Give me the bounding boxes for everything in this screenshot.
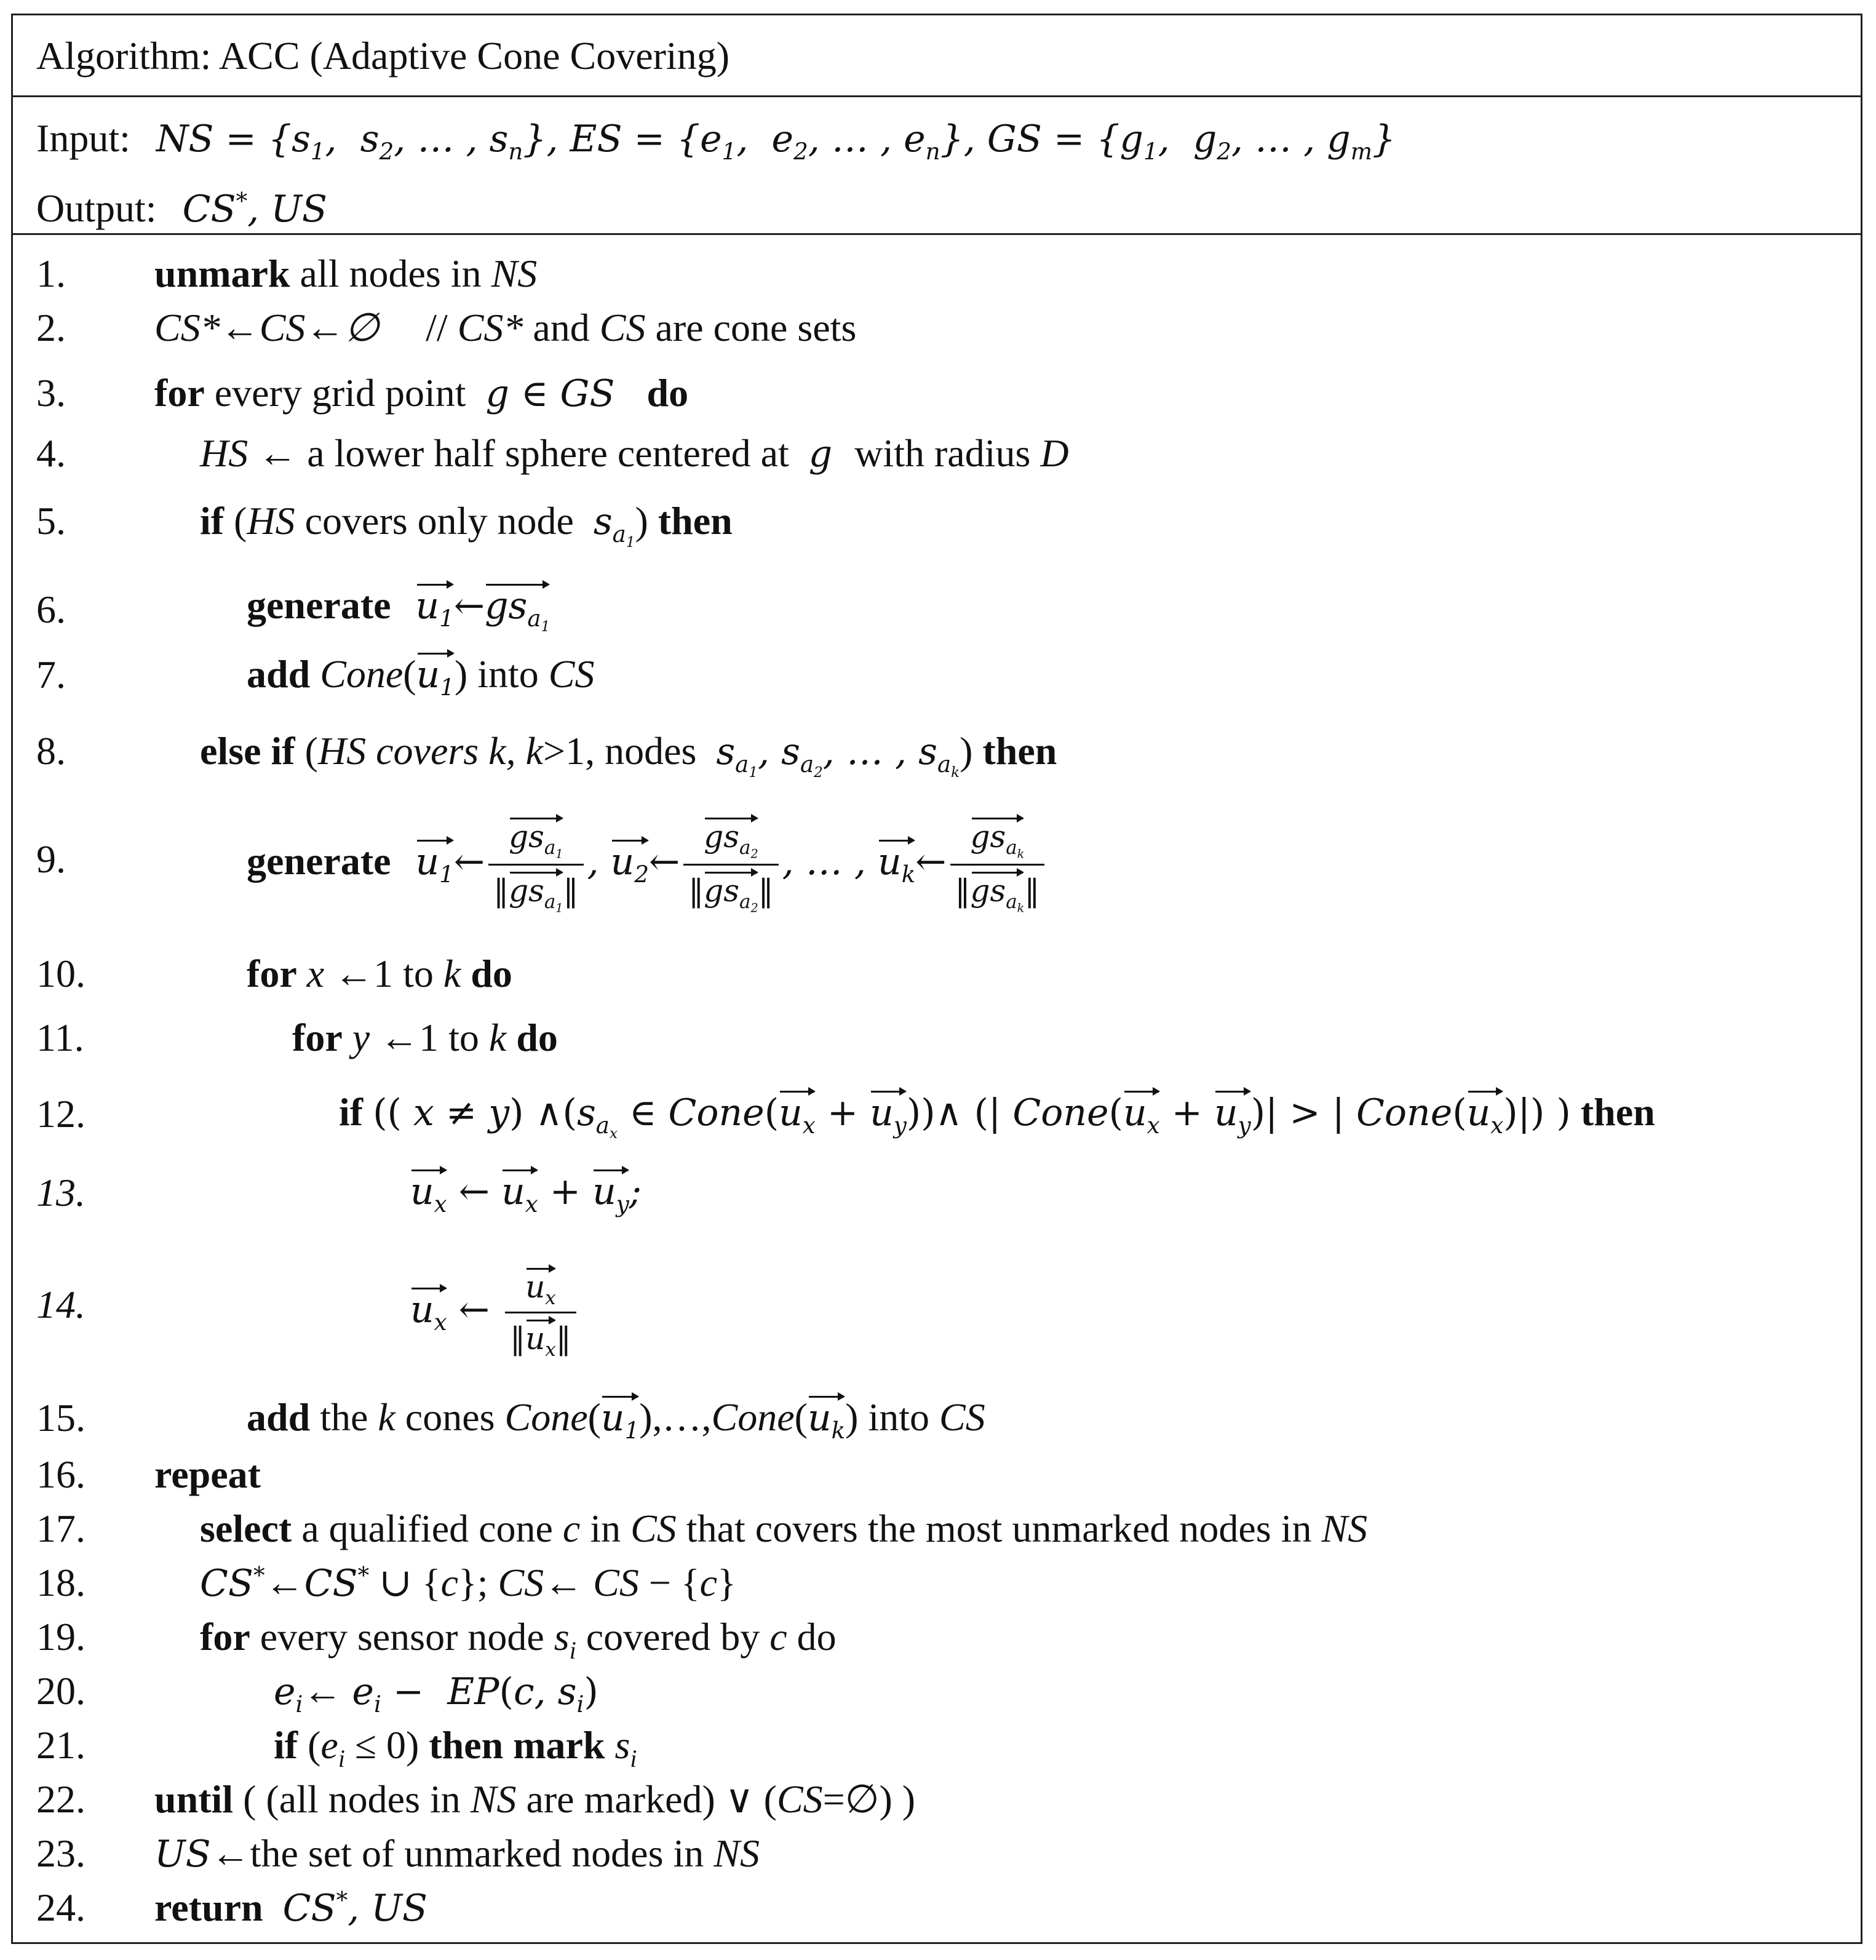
code-line-10: for x ←1 to k do [247,952,512,995]
line-number: 11. [36,1016,84,1059]
input-row [36,116,1396,165]
code-line-6: generate $u_1\leftarrow gs_{a_1}$ [247,581,550,634]
algorithm-box [11,14,1862,1944]
code-line-21: if $(e_i \le 0)$ then mark $s_i$ [274,1723,637,1772]
code-line-7: add $Cone(u_1)$ into CS [247,650,594,699]
line-number: 8. [36,729,66,773]
line-number: 16. [36,1452,85,1496]
line-number: 24. [36,1886,85,1929]
code-line-16: repeat [154,1452,261,1496]
line-number: 22. [36,1777,85,1821]
line-number: 13. [36,1171,85,1214]
line-number: 6. [36,588,66,631]
line-number: 19. [36,1615,85,1659]
line-number: 17. [36,1507,85,1550]
line-number: 14. [36,1283,85,1326]
line-number: 7. [36,653,66,696]
line-number: 20. [36,1669,85,1713]
title-row [13,15,1861,97]
code-line-8: else if (HS covers k, k>1, nodes $s_{a_1}$, $s_{a_2}$, … , $s_{a_k}$) then [200,729,1057,781]
output-row [36,186,327,231]
line-number: 18. [36,1561,85,1604]
code-line-22: until ( (all nodes in NS are marked) ∨ (CS=∅) ) [154,1777,916,1821]
code-line-20: $e_i\leftarrow$ $e_i - EP(c$, $s_i$) [274,1669,598,1718]
io-block [13,95,1861,235]
code-line-2 [154,308,856,348]
output-expression: CS*, US [182,187,327,231]
code-line-24: return CS*, US [154,1886,427,1930]
code-line-18: CS*←CS* ∪ {c}; CS← CS − {c} [200,1561,736,1605]
line-number: 1. [36,252,66,295]
line-number: 23. [36,1831,85,1875]
code-line-14: $u_x$ ← $\frac{u_x}{‖u_x‖}$ [410,1265,580,1360]
line-number: 2. [36,306,66,349]
line-2-expression: CS*←CS←∅ [154,306,380,349]
line-number: 9. [36,837,66,881]
code-line-11: for y ←1 to k do [292,1016,558,1059]
algorithm-title: Algorithm: ACC (Adaptive Cone Covering) [36,34,729,78]
line-number: 15. [36,1396,85,1440]
line-number: 12. [36,1092,85,1136]
line-number: 3. [36,371,66,415]
output-label: Output: [36,186,157,230]
code-line-12: if (( x ≠ y) $\wedge(s_{a_x}$ ∈ $Cone(u_x$ + $u_y))\wedge$ (| $Cone(u_x + u_y)|$ > | $Cone(u_x)|$) ) then [339,1088,1655,1141]
line-number: 4. [36,431,66,475]
code-line-13: $u_x$ ← $u_x + u_y$; [410,1167,642,1216]
code-line-9: generate $u_1\leftarrow$ $\frac{gs_{a_1}}{‖gs_{a_1}‖}$ , $u_2\leftarrow$ $\frac{gs_{a_2}}{‖gs_{a_2}‖}$ , … , $u_k\leftarrow$ $\frac{gs_{a_k}}{‖gs_{a_k}‖}$ [247,815,1048,914]
line-number: 5. [36,499,66,543]
code-line-17: select a qualified cone c in CS that covers the most unmarked nodes in NS [200,1507,1368,1550]
line-number: 21. [36,1723,85,1767]
input-expression: NS = {$s_1$, $s_2$, … , $s_n$}, ES = {$e_1$, $e_2$, … , $e_n$}, GS = {$g_1$, $g_2$, … , $g_m$} [156,118,1396,165]
code-line-23: US←the set of unmarked nodes in NS [154,1831,760,1876]
code-line-4: HS ← a lower half sphere centered at g with radius D [200,431,1069,476]
line-2-comment: // CS* and CS are cone sets [426,306,857,349]
code-line-15: add the k cones $Cone(u_1),\dots,Cone(u_k)$ into CS [247,1393,985,1442]
input-label: Input: [36,116,130,160]
code-line-19: for every sensor node $s_i$ covered by c do [200,1615,837,1664]
code-line-3: for every grid point g ∈ GS do [154,371,689,415]
code-line-5: if (HS covers only node $s_{a_1}$) then [200,499,733,551]
line-number: 10. [36,952,85,995]
code-line-1: unmark all nodes in NS [154,252,538,295]
